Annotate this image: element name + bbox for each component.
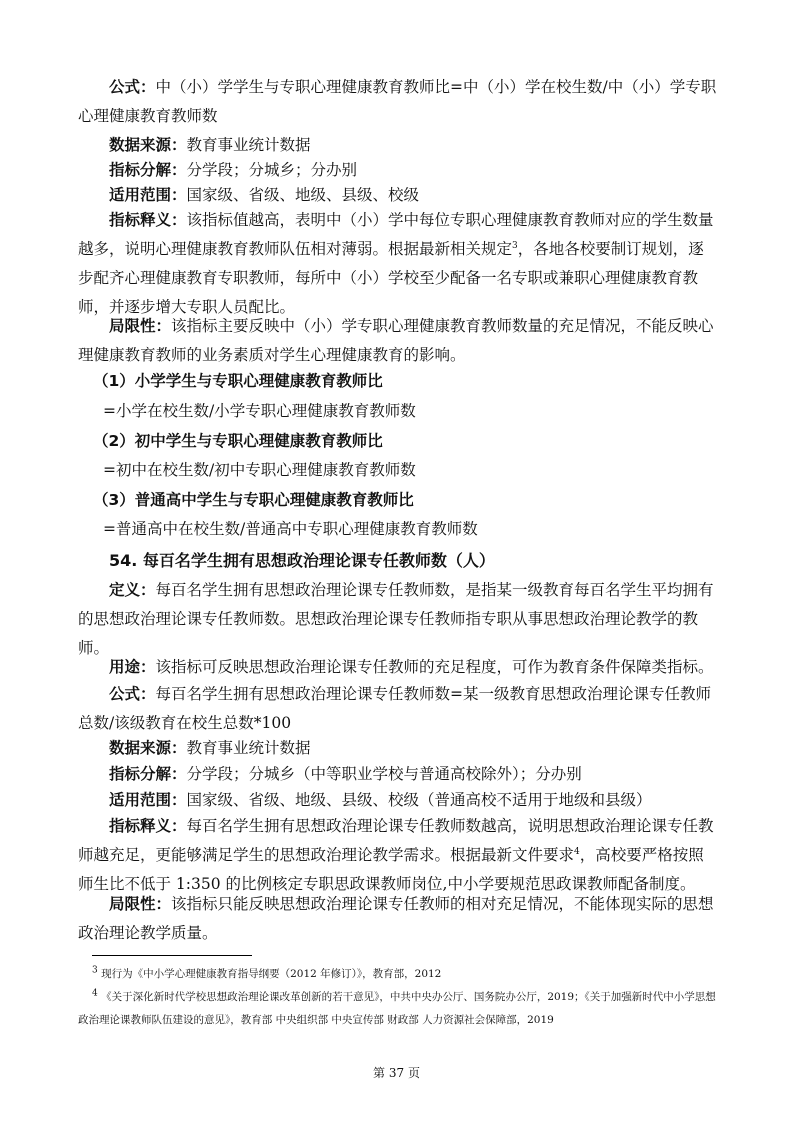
page-number: 第 37 页 [373,1066,420,1080]
footnote-4-mark: 4 [92,988,98,999]
sec53-interp-text-b: ，各地各校要制订规划，逐步配齐心理健康教育专职教师，每所中（小）学校至少配备一名专职或兼职心理健康教育教师，并逐步增大专职人员配比。 [78,240,704,316]
footnote-4-text: 《关于深化新时代学校思想政治理论课改革创新的若干意见》，中共中央办公厅、国务院办公厅，2019；《关于加强新时代中小学思想政治理论课教师队伍建设的意见》，教育部 中央组织部 中央宣传部 财政部 人力资源社会保障部，2019 [78,991,716,1026]
sec53-formula-label: 公式： [109,78,156,96]
sec53-source-label: 数据来源： [109,136,187,154]
footnote-4 [78,986,718,1032]
sec53-decomp-label: 指标分解： [109,161,187,179]
sec54-use [78,653,718,682]
sec54-source-text: 教育事业统计数据 [186,739,311,757]
sec54-limit-label: 局限性： [109,895,172,913]
sec54-def-label: 定义： [109,581,156,599]
sub3-title: （3）普通高中学生与专职心理健康教育教师比 [93,491,414,509]
sec53-limit-label: 局限性： [109,317,172,335]
sec53-limit-text: 该指标主要反映中（小）学专职心理健康教育教师数量的充足情况，不能反映心理健康教育教师的业务素质对学生心理健康教育的影响。 [78,317,714,364]
sec54-source-label: 数据来源： [109,739,187,757]
sec53-interp-label: 指标释义： [109,211,187,229]
footnote-3-mark: 3 [92,965,98,976]
sec53-interp-text-a: 该指标值越高，表明中（小）学中每位专职心理健康教育教师对应的学生数量越多，说明心理健康教育教师队伍相对薄弱。根据最新相关规定 [78,211,714,258]
sub2-formula: =初中在校生数/初中专职心理健康教育教师数 [103,461,416,479]
sec54-interp-text-a: 每百名学生拥有思想政治理论课专任教师数越高，说明思想政治理论课专任教师越充足，更能够满足学生的思想政治理论教学需求。根据最新文件要求 [78,817,714,864]
sec53-formula-text: 中（小）学学生与专职心理健康教育教师比=中（小）学在校生数/中（小）学专职心理健康教育教师数 [78,78,717,125]
sec54-formula-text: 每百名学生拥有思想政治理论课专任教师数=某一级教育思想政治理论课专任教师总数/该级教育在校生总数*100 [78,685,712,732]
sub1-title: （1）小学学生与专职心理健康教育教师比 [93,372,383,390]
sec54-formula [78,680,718,738]
sec53-scope-label: 适用范围： [109,186,187,204]
footnote-divider [92,955,252,956]
sec54-decomp [78,760,718,789]
sub1-formula: =小学在校生数/小学专职心理健康教育教师数 [103,402,416,420]
sec54-def [78,576,718,663]
sec54-interp-text-b: ，高校要严格按照师生比不低于 1:350 的比例核定专职思政课教师岗位,中小学要规范思政课教师配备制度。 [78,846,704,893]
sec54-limit [78,890,718,948]
footnote-3 [78,963,718,986]
footnote-3-text: 现行为《中小学心理健康教育指导纲要（2012 年修订）》，教育部，2012 [101,968,442,980]
sec54-scope-label: 适用范围： [109,791,187,809]
sec54-limit-text: 该指标只能反映思想政治理论课专任教师的相对充足情况，不能体现实际的思想政治理论教学质量。 [78,895,714,942]
sec54-formula-label: 公式： [109,685,156,703]
sec54-scope-text: 国家级、省级、地级、县级、校级（普通高校不适用于地级和县级） [186,791,652,809]
sec54-use-label: 用途： [109,658,156,676]
sec54-scope [78,786,718,815]
sec54-use-text: 该指标可反映思想政治理论课专任教师的充足程度，可作为教育条件保障类指标。 [155,658,714,676]
sec53-source-text: 教育事业统计数据 [186,136,311,154]
sub2-title: （2）初中学生与专职心理健康教育教师比 [93,432,383,450]
sub3-formula: =普通高中在校生数/普通高中专职心理健康教育教师数 [103,520,478,538]
sec53-scope-text: 国家级、省级、地级、县级、校级 [186,186,420,204]
footnote-ref-3[interactable]: 3 [512,240,518,251]
sec54-source [78,734,718,763]
sec53-decomp-text: 分学段；分城乡；分办别 [186,161,358,179]
sec54-interp [78,812,718,899]
sec53-formula [78,73,718,131]
sec54-interp-label: 指标释义： [109,817,187,835]
sec54-def-text: 每百名学生拥有思想政治理论课专任教师数，是指某一级教育每百名学生平均拥有的思想政治理论课专任教师数。思想政治理论课专任教师指专职从事思想政治理论教学的教师。 [78,581,714,657]
sec54-decomp-text: 分学段；分城乡（中等职业学校与普通高校除外）；分办别 [186,765,582,783]
sec54-heading: 54. 每百名学生拥有思想政治理论课专任教师数（人） [109,551,495,570]
sec53-interp [78,206,718,322]
sec53-limit [78,312,718,370]
footnote-ref-4[interactable]: 4 [574,846,580,857]
sec54-decomp-label: 指标分解： [109,765,187,783]
